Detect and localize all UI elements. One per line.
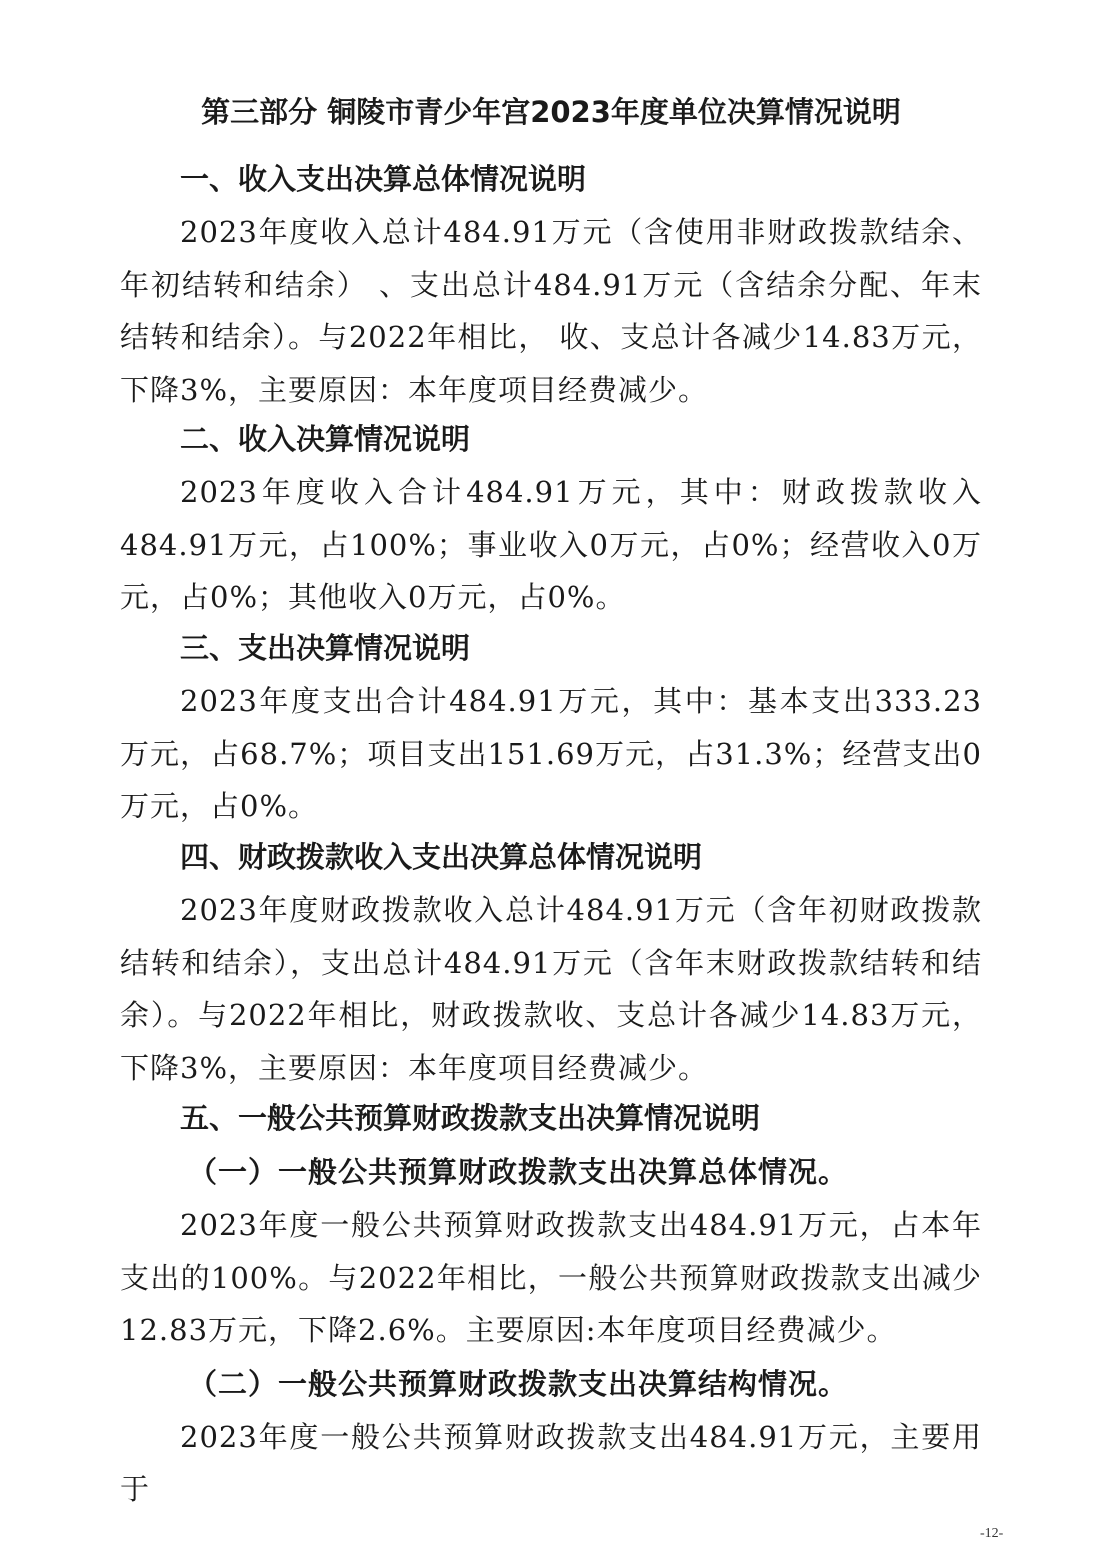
subsection-heading: （一）一般公共预算财政拨款支出决算总体情况。 — [188, 1155, 849, 1189]
section-heading: 五、一般公共预算财政拨款支出决算情况说明 — [180, 1101, 761, 1135]
section-income-details — [120, 412, 982, 624]
section-paragraph: 2023年度收入合计484.91万元，其中：财政拨款收入484.91万元，占100%；事业收入0万元，占0%；经营收入0万元，占0%；其他收入0万元，占0%。 — [120, 475, 982, 614]
subsection-heading: （二）一般公共预算财政拨款支出决算结构情况。 — [188, 1366, 849, 1401]
subsection-paragraph: 2023年度一般公共预算财政拨款支出484.91万元，占本年支出的100%。与2022年相比，一般公共预算财政拨款支出减少12.83万元，下降2.6%。主要原因:本年度项目经费减少。 — [120, 1208, 982, 1347]
section-fiscal-appropriation-overview — [120, 830, 982, 1094]
page-number: -12- — [980, 1526, 1004, 1541]
section-paragraph: 2023年度财政拨款收入总计484.91万元（含年初财政拨款结转和结余），支出总计484.91万元（含年末财政拨款结转和结余）。与2022年相比，财政拨款收、支总计各减少14.83万元，下降3%，主要原因：本年度项目经费减少。 — [120, 893, 982, 1085]
section-general-budget-expense — [120, 1091, 982, 1516]
subsection-paragraph: 2023年度一般公共预算财政拨款支出484.91万元，主要用于 — [120, 1419, 982, 1506]
section-heading: 二、收入决算情况说明 — [180, 422, 471, 456]
page-title: 第三部分 铜陵市青少年宫2023年度单位决算情况说明 — [201, 95, 901, 129]
section-expense-details — [120, 621, 982, 833]
section-heading: 一、收入支出决算总体情况说明 — [180, 162, 587, 196]
section-paragraph: 2023年度收入总计484.91万元（含使用非财政拨款结余、年初结转和结余） 、支出总计484.91万元（含结余分配、年末结转和结余）。与2022年相比， 收、支总计各减少14.83万元，下降3%，主要原因：本年度项目经费减少。 — [120, 215, 982, 407]
section-income-expense-overview — [120, 152, 982, 416]
section-heading: 四、财政拨款收入支出决算总体情况说明 — [180, 840, 703, 874]
section-heading: 三、支出决算情况说明 — [180, 631, 471, 665]
section-paragraph: 2023年度支出合计484.91万元，其中：基本支出333.23万元，占68.7%；项目支出151.69万元，占31.3%；经营支出0万元，占0%。 — [120, 684, 982, 823]
